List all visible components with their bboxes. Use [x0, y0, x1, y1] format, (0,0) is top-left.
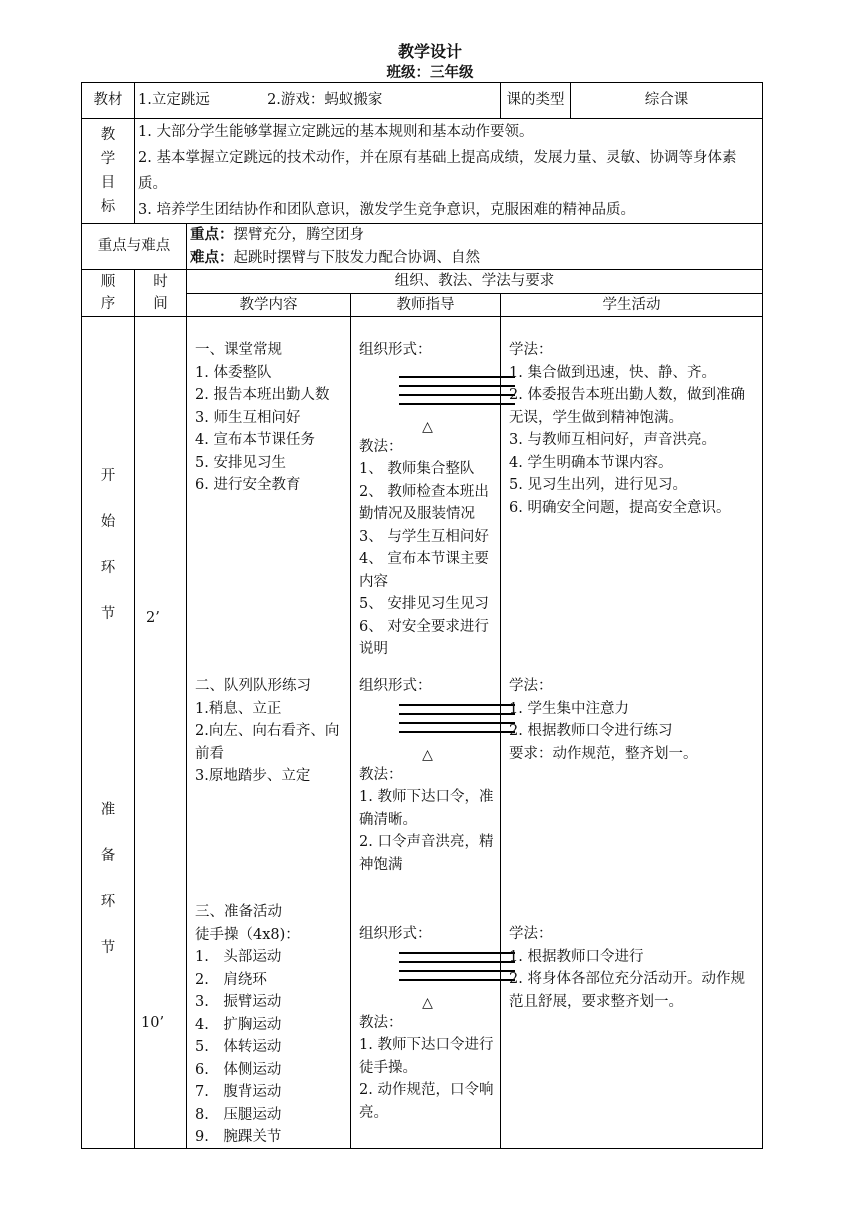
teacher-line: 6、 对安全要求进行说明 [359, 618, 489, 657]
time-column [135, 317, 187, 1149]
content-line: 9. 腕踝关节 [195, 1129, 282, 1145]
material-content [135, 83, 501, 119]
focus-label: 重点： [190, 226, 234, 243]
student-line: 1. 集合做到迅速，快、静、齐。 [509, 364, 716, 381]
objective-item: 2. 基本掌握立定跳远的技术动作，并在原有基础上提高成绩，发展力量、灵敏、协调等身体素质。 [138, 150, 737, 192]
objective-item: 1. 大部分学生能够掌握立定跳远的基本规则和基本动作要领。 [138, 124, 534, 140]
phase-char: 节 [100, 940, 116, 956]
content-line: 3.原地踏步、立定 [195, 768, 311, 784]
student-line: 学法： [509, 926, 553, 942]
student-line: 5. 见习生出列，进行见习。 [509, 477, 687, 493]
time-header-text: 时间 [153, 274, 168, 312]
objectives-content [135, 119, 763, 224]
content-line: 三、准备活动 [195, 904, 282, 920]
teacher-triangle-icon: △ [422, 746, 433, 763]
content-line: 3. 振臂运动 [195, 994, 282, 1010]
phase-char: 备 [100, 848, 116, 864]
content-line: 1. 体委整队 [195, 364, 272, 381]
lesson-type-label: 课的类型 [501, 83, 571, 119]
student-line: 2. 体委报告本班出勤人数，做到准确无误，学生做到精神饱满。 [509, 387, 745, 426]
content-line: 1.稍息、立正 [195, 700, 282, 717]
teacher-line: 2、 教师检查本班出勤情况及服装情况 [359, 483, 489, 522]
teacher-triangle-icon: △ [422, 418, 433, 435]
formation-lines [399, 376, 515, 412]
lesson-plan-table [81, 82, 763, 1149]
student-header: 学生活动 [501, 293, 763, 317]
formation-lines [399, 952, 515, 988]
phase-char: 准 [100, 802, 116, 818]
teacher-header: 教师指导 [351, 293, 501, 317]
content-line: 2. 肩绕环 [195, 971, 267, 988]
teacher-line: 2. 口令声音洪亮，精神饱满 [359, 834, 494, 873]
content-line: 3. 师生互相问好 [195, 409, 301, 426]
student-line: 要求：动作规范，整齐划一。 [509, 745, 698, 762]
objective-item: 3. 培养学生团结协作和团队意识，激发学生竞争意识，克服困难的精神品质。 [138, 202, 635, 218]
student-line: 2. 根据教师口令进行练习 [509, 723, 673, 739]
teacher-line: 2. 动作规范，口令响亮。 [359, 1082, 494, 1121]
content-line: 1. 头部运动 [195, 949, 282, 965]
content-line: 二、队列队形练习 [195, 678, 311, 694]
material-item-2: 2.游戏：蚂蚁搬家 [267, 92, 383, 109]
org-form-label: 组织形式： [359, 342, 432, 358]
material-item-1: 1.立定跳远 [138, 92, 210, 109]
time-value: 10’ [141, 1015, 165, 1031]
teacher-column [351, 317, 501, 1149]
label-char: 目 [100, 175, 116, 191]
phase-char: 环 [100, 894, 116, 910]
org-form-label: 组织形式： [359, 678, 432, 694]
phase-char: 开 [100, 468, 116, 484]
student-line: 6. 明确安全问题，提高安全意识。 [509, 499, 731, 516]
phase-char: 环 [100, 560, 116, 576]
content-line: 2.向左、向右看齐、向前看 [195, 723, 340, 762]
focus-text: 摆臂充分，腾空团身 [233, 227, 364, 243]
content-line: 4. 扩胸运动 [195, 1016, 282, 1033]
objectives-label [82, 119, 135, 224]
student-line: 1. 学生集中注意力 [509, 700, 629, 717]
order-header-text: 顺序 [100, 274, 116, 312]
teacher-line: 3、 与学生互相问好 [359, 528, 489, 545]
difficulty-label: 难点： [190, 248, 234, 266]
lesson-type-value: 综合课 [571, 83, 763, 119]
content-line: 8. 压腿运动 [195, 1106, 282, 1123]
student-line: 学法： [509, 678, 553, 694]
time-value: 2’ [146, 610, 160, 626]
teacher-line: 4、 宣布本节课主要内容 [359, 551, 489, 590]
difficulty-text: 起跳时摆臂与下肢发力配合协调、自然 [233, 249, 480, 266]
content-line: 6. 进行安全教育 [195, 477, 301, 493]
method-label: 教法： [359, 1014, 403, 1031]
content-column [187, 317, 351, 1149]
student-line: 2. 将身体各部位充分活动开。动作规范且舒展，要求整齐划一。 [509, 971, 745, 1010]
order-header [82, 270, 135, 317]
key-label: 重点与难点 [82, 224, 187, 270]
method-label: 教法： [359, 766, 403, 783]
phase-char: 节 [100, 606, 116, 622]
student-line: 4. 学生明确本节课内容。 [509, 454, 673, 471]
phase-column [82, 317, 135, 1149]
teacher-triangle-icon: △ [422, 994, 433, 1011]
material-label: 教材 [82, 83, 135, 119]
content-line: 一、课堂常规 [195, 342, 282, 358]
student-line: 3. 与教师互相问好，声音洪亮。 [509, 432, 716, 448]
teacher-line: 1、 教师集合整队 [359, 461, 475, 477]
student-column [501, 317, 763, 1149]
content-line: 7. 腹背运动 [195, 1084, 282, 1100]
content-line: 6. 体侧运动 [195, 1061, 282, 1078]
teacher-line: 5、 安排见习生见习 [359, 596, 489, 612]
phase-char: 始 [100, 514, 116, 530]
org-form-label: 组织形式： [359, 926, 432, 942]
content-line: 2. 报告本班出勤人数 [195, 387, 330, 403]
label-char: 学 [100, 151, 116, 167]
student-line: 学法： [509, 342, 553, 358]
doc-title: 教学设计 [397, 42, 462, 61]
teacher-line: 1. 教师下达口令进行徒手操。 [359, 1037, 494, 1076]
content-line: 4. 宣布本节课任务 [195, 432, 315, 448]
key-content [187, 224, 763, 270]
time-header [135, 270, 187, 317]
doc-subtitle: 班级：三年级 [386, 64, 474, 81]
student-line: 1. 根据教师口令进行 [509, 948, 644, 965]
label-char: 标 [100, 199, 116, 215]
content-line: 徒手操（4x8)： [195, 926, 300, 943]
content-header: 教学内容 [187, 293, 351, 317]
content-line: 5. 体转运动 [195, 1039, 282, 1055]
teacher-line: 1. 教师下达口令，准确清晰。 [359, 789, 494, 828]
org-header: 组织、教法、学法与要求 [187, 270, 763, 294]
method-label: 教法： [359, 438, 403, 455]
label-char: 教 [100, 127, 116, 143]
content-line: 5. 安排见习生 [195, 454, 286, 471]
formation-lines [399, 704, 515, 740]
